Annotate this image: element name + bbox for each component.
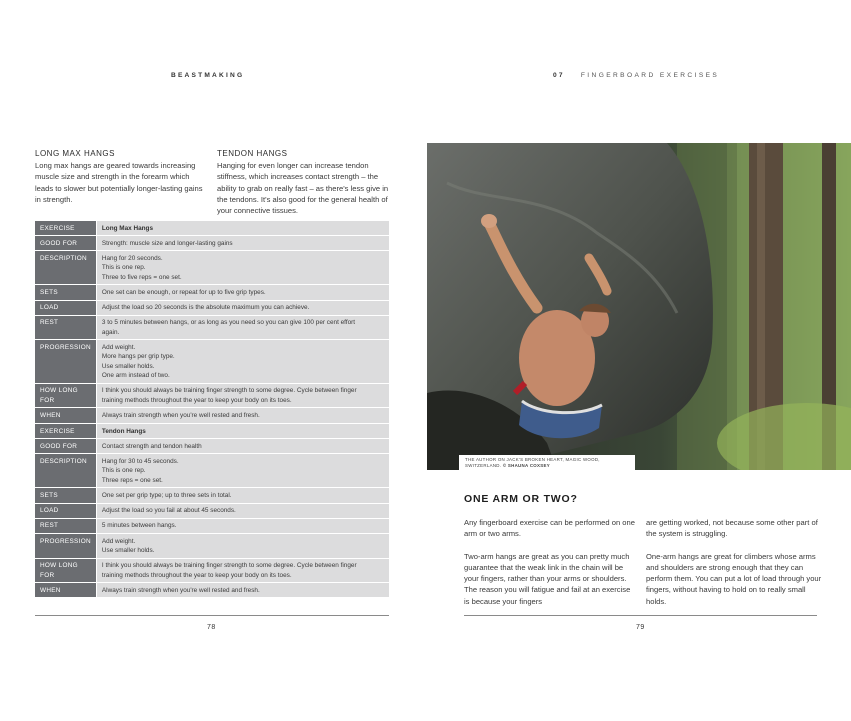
table-row [35,503,389,518]
climber-photo-illustration [427,143,851,470]
row-value [96,236,389,251]
page-number-right: 79 [636,624,645,631]
row-value-line: One set per grip type; up to three sets in total. [101,491,232,499]
row-label: GOOD FOR [35,439,96,454]
row-label: LOAD [35,503,96,518]
row-value [96,518,389,533]
row-label: PROGRESSION [35,340,96,383]
row-label: REST [35,518,96,533]
row-label: SETS [35,488,96,503]
row-value-line: This is one rep. [101,264,146,272]
row-value-line: Long Max Hangs [101,224,154,232]
body-paragraph: Any fingerboard exercise can be performed on one arm or two arms. [464,518,635,539]
table-row [35,439,389,454]
row-value [96,383,389,408]
footer-rule-right [464,615,817,616]
long-max-hangs-table [35,221,389,424]
row-value-line: training methods throughout the year to keep your body on its toes. [101,571,292,579]
row-label: PROGRESSION [35,533,96,558]
row-value [96,503,389,518]
row-value-line: Use smaller holds. [101,362,155,370]
table-row [35,251,389,285]
row-value-line: Tendon Hangs [101,427,146,435]
caption-line-2: SWITZERLAND. [465,462,502,468]
row-value-line: I think you should always be training finger strength to some degree. Cycle between finger [101,387,357,395]
climber-photo [427,143,851,470]
table-row [35,533,389,558]
body-paragraph: Two-arm hangs are great as you can pretty much guarantee that the weak link in the chain will be your fingers, rather than your arms or shoulders. The reason you will fatigue and fail at an exercise is because your fingers [464,551,631,606]
section-title: ONE ARM OR TWO? [464,493,578,505]
row-value [96,251,389,285]
row-value-line: Always train strength when you're well rested and fresh. [101,411,260,419]
row-value-line: Three to five reps = one set. [101,273,182,281]
tendon-hangs-table [35,424,389,598]
table-row [35,408,389,423]
row-value-line: Strength: muscle size and longer-lasting gains [101,239,233,247]
row-value [96,340,389,383]
photo-caption [459,455,635,472]
row-value-line: One set can be enough, or repeat for up to five grip types. [101,288,266,296]
table-row [35,518,389,533]
row-value [96,454,389,488]
tendon-hangs-text: Hanging for even longer can increase tendon stiffness, which increases contact strength – the ability to grab on really fast – as there's less give in the tendons. It's also good for the general health of your connective tissues. [217,161,389,216]
row-value-line: Use smaller holds. [101,546,155,554]
book-title: BEASTMAKING [171,72,245,79]
chapter-number: 07 [553,72,565,79]
row-label: DESCRIPTION [35,454,96,488]
row-label: EXERCISE [35,221,96,236]
row-label: SETS [35,285,96,300]
tendon-hangs-heading: TENDON HANGS [217,149,288,158]
row-label: EXERCISE [35,424,96,439]
table-row [35,454,389,488]
row-value-line: This is one rep. [101,467,146,475]
row-value [96,439,389,454]
row-value [96,558,389,583]
row-label: REST [35,315,96,340]
row-value [96,533,389,558]
row-value-line: Always train strength when you're well rested and fresh. [101,586,260,594]
table-row [35,583,389,598]
row-label: WHEN [35,583,96,598]
caption-line-1: THE AUTHOR ON JACK'S BROKEN HEART, MAGIC WOOD, [465,457,600,462]
row-value [96,408,389,423]
row-label: LOAD [35,300,96,315]
row-value [96,285,389,300]
photo-credit: © SHAUNA COXSEY [502,462,550,468]
row-value-line: Hang for 20 seconds. [101,254,163,262]
row-value [96,221,389,236]
row-label: WHEN [35,408,96,423]
table-row [35,488,389,503]
table-row [35,300,389,315]
row-label: HOW LONG FOR [35,383,96,408]
row-value [96,488,389,503]
table-row [35,424,389,439]
row-value-line: Add weight. [101,537,136,545]
running-head-left [171,72,244,79]
row-value-line: Three reps = one set. [101,476,163,484]
table-row [35,340,389,383]
body-paragraph: are getting worked, not because some other part of the system is struggling. [646,518,818,539]
row-value-line: More hangs per grip type. [101,353,175,361]
row-value-line: training methods throughout the year to keep your body on its toes. [101,396,292,404]
row-value [96,315,389,340]
row-label: DESCRIPTION [35,251,96,285]
table-row [35,221,389,236]
row-value-line: Adjust the load so 20 seconds is the absolute maximum you can achieve. [101,304,310,312]
table-row [35,383,389,408]
long-max-hangs-text: Long max hangs are geared towards increasing muscle size and strength in the forearm which leads to slower but potentially longer-lasting gains in strength. [35,161,203,204]
body-paragraph: One-arm hangs are great for climbers whose arms and shoulders are strong enough that they can perform them. You can put a lot of load through your fingers, without having to hold on to really small holds. [646,551,822,606]
row-value [96,300,389,315]
long-max-hangs-intro [35,148,207,205]
chapter-title: FINGERBOARD EXERCISES [580,72,720,79]
body-column-right [646,517,822,618]
row-value-line: 3 to 5 minutes between hangs, or as long as you need so you can give 100 per cent effort [101,319,356,327]
table-row [35,285,389,300]
row-value-line: Hang for 30 to 45 seconds. [101,457,179,465]
row-value-line: Add weight. [101,343,136,351]
row-label: GOOD FOR [35,236,96,251]
long-max-hangs-heading: LONG MAX HANGS [35,149,115,158]
table-row [35,236,389,251]
tendon-hangs-intro [217,148,389,216]
row-value [96,424,389,439]
row-label: HOW LONG FOR [35,558,96,583]
row-value-line: 5 minutes between hangs. [101,522,177,530]
row-value [96,583,389,598]
page-number-left: 78 [207,624,216,631]
row-value-line: I think you should always be training finger strength to some degree. Cycle between finger [101,562,357,570]
row-value-line: One arm instead of two. [101,372,170,380]
footer-rule-left [35,615,389,616]
row-value-line: again. [101,328,120,336]
row-value-line: Contact strength and tendon health [101,442,202,450]
running-head-right [553,72,719,79]
row-value-line: Adjust the load so you fail at about 45 seconds. [101,507,236,515]
body-column-left [464,517,636,618]
table-row [35,315,389,340]
table-row [35,558,389,583]
